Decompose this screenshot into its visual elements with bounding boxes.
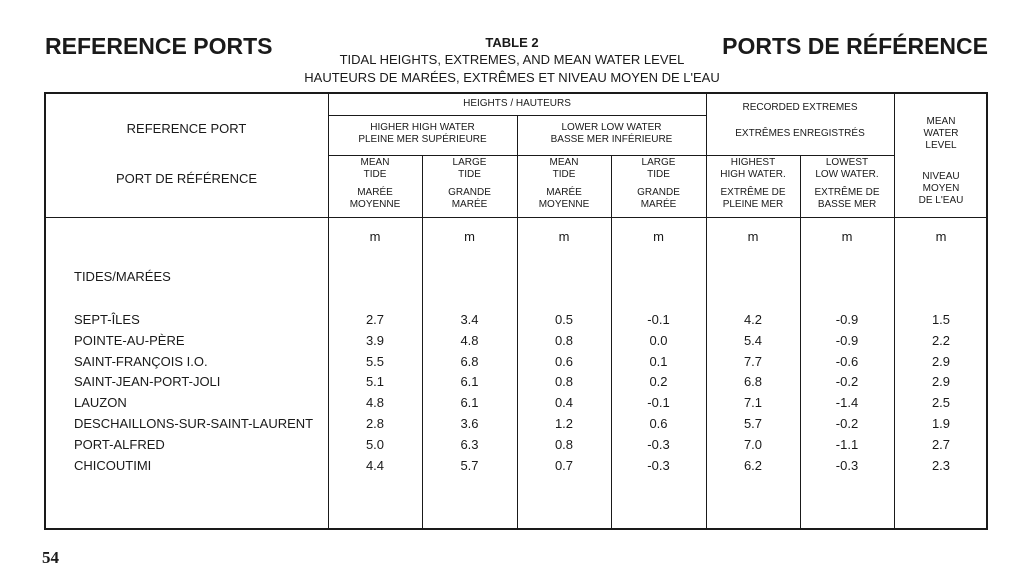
value-cell: 2.5 [931,395,951,410]
port-name: SAINT-FRANÇOIS I.O. [74,354,208,369]
value-cell: 4.4 [365,458,385,473]
value-cell: 2.8 [365,416,385,431]
recorded-extremes-fr: EXTRÊMES ENREGISTRÉS [735,128,865,139]
value-cell: 0.7 [554,458,574,473]
value-cell: 1.2 [554,416,574,431]
value-cell: 0.6 [649,416,668,431]
col-highest-high-water: HIGHEST HIGH WATER. EXTRÊME DE PLEINE MER [720,157,786,210]
title-right: PORTS DE RÉFÉRENCE [722,33,988,59]
value-cell: -1.4 [835,395,859,410]
value-cell: 3.4 [460,312,479,327]
value-cell: 6.2 [743,458,763,473]
value-cell: 2.9 [931,374,951,389]
value-cell: 0.4 [554,395,574,410]
value-cell: 5.1 [365,374,385,389]
value-cell: 1.5 [931,312,951,327]
value-cell: 4.2 [743,312,763,327]
value-cell: 2.7 [931,437,951,452]
value-cell: 6.8 [460,354,479,369]
port-name: SEPT-ÎLES [74,312,140,327]
value-cell: 5.4 [743,333,763,348]
unit-cell: m [841,229,853,244]
value-cell: -1.1 [835,437,859,452]
value-cell: 6.1 [460,374,479,389]
value-cell: 2.7 [365,312,385,327]
unit-cell: m [464,229,475,244]
value-cell: 0.2 [649,374,668,389]
value-cell: 5.5 [365,354,385,369]
value-cell: 1.9 [931,416,951,431]
unit-cell: m [747,229,759,244]
col-hhw-mean-tide: MEAN TIDE MARÉE MOYENNE [349,157,401,210]
value-cell: 0.1 [649,354,668,369]
port-name: DESCHAILLONS-SUR-SAINT-LAURENT [74,416,314,431]
value-cell: 7.1 [743,395,763,410]
value-cell: 7.7 [743,354,763,369]
value-cell: -0.9 [835,312,859,327]
value-cell: 6.1 [460,395,479,410]
value-cell: 0.0 [649,333,668,348]
value-cell: 2.9 [931,354,951,369]
value-cell: 0.5 [554,312,574,327]
subtitle-en: TIDAL HEIGHTS, EXTREMES, AND MEAN WATER LEVEL [339,52,685,67]
mean-water-level-fr: NIVEAU MOYEN DE L'EAU [918,171,964,206]
value-cell: 4.8 [460,333,479,348]
port-name: LAUZON [74,395,127,410]
llw-header: LOWER LOW WATER BASSE MER INFÉRIEURE [550,122,673,145]
unit-cell: m [558,229,570,244]
title-left: REFERENCE PORTS [45,33,273,59]
value-cell: 0.8 [554,333,574,348]
value-cell: 5.7 [460,458,479,473]
value-cell: -0.6 [835,354,859,369]
value-cell: 7.0 [743,437,763,452]
recorded-extremes-en: RECORDED EXTREMES [742,102,858,113]
page-number: 54 [42,548,59,567]
value-cell: -0.3 [835,458,859,473]
port-name: POINTE-AU-PÈRE [74,333,185,348]
col-llw-large-tide: LARGE TIDE GRANDE MARÉE [637,157,680,210]
value-cell: 4.8 [365,395,385,410]
table-number: TABLE 2 [485,35,539,50]
value-cell: 3.9 [365,333,385,348]
value-cell: -0.2 [835,416,859,431]
value-cell: 0.6 [554,354,574,369]
unit-cell: m [369,229,381,244]
value-cell: 5.0 [365,437,385,452]
value-cell: -0.1 [647,312,670,327]
value-cell: -0.1 [647,395,670,410]
hhw-header: HIGHER HIGH WATER PLEINE MER SUPÉRIEURE [358,122,487,145]
port-name: SAINT-JEAN-PORT-JOLI [74,374,221,389]
col-hhw-large-tide: LARGE TIDE GRANDE MARÉE [448,157,491,210]
unit-cell: m [935,229,947,244]
value-cell: -0.3 [647,458,670,473]
value-cell: -0.2 [835,374,859,389]
value-cell: 5.7 [743,416,763,431]
value-cell: 6.8 [743,374,763,389]
ref-port-en: REFERENCE PORT [126,121,247,136]
port-name: PORT-ALFRED [74,437,165,452]
unit-cell: m [653,229,664,244]
value-cell: 2.2 [931,333,951,348]
ref-port-fr: PORT DE RÉFÉRENCE [115,171,258,186]
subtitle-fr: HAUTEURS DE MARÉES, EXTRÊMES ET NIVEAU MOYEN DE L'EAU [304,70,720,85]
value-cell: 0.8 [554,374,574,389]
col-lowest-low-water: LOWEST LOW WATER. EXTRÊME DE BASSE MER [814,157,880,210]
col-llw-mean-tide: MEAN TIDE MARÉE MOYENNE [538,157,590,210]
heights-header: HEIGHTS / HAUTEURS [463,98,571,109]
value-cell: 2.3 [931,458,951,473]
port-name: CHICOUTIMI [74,458,152,473]
value-cell: -0.3 [647,437,670,452]
section-label: TIDES/MARÉES [74,269,171,284]
value-cell: 0.8 [554,437,574,452]
value-cell: 6.3 [460,437,479,452]
value-cell: 3.6 [460,416,479,431]
mean-water-level-en: MEAN WATER LEVEL [923,116,959,151]
value-cell: -0.9 [835,333,859,348]
